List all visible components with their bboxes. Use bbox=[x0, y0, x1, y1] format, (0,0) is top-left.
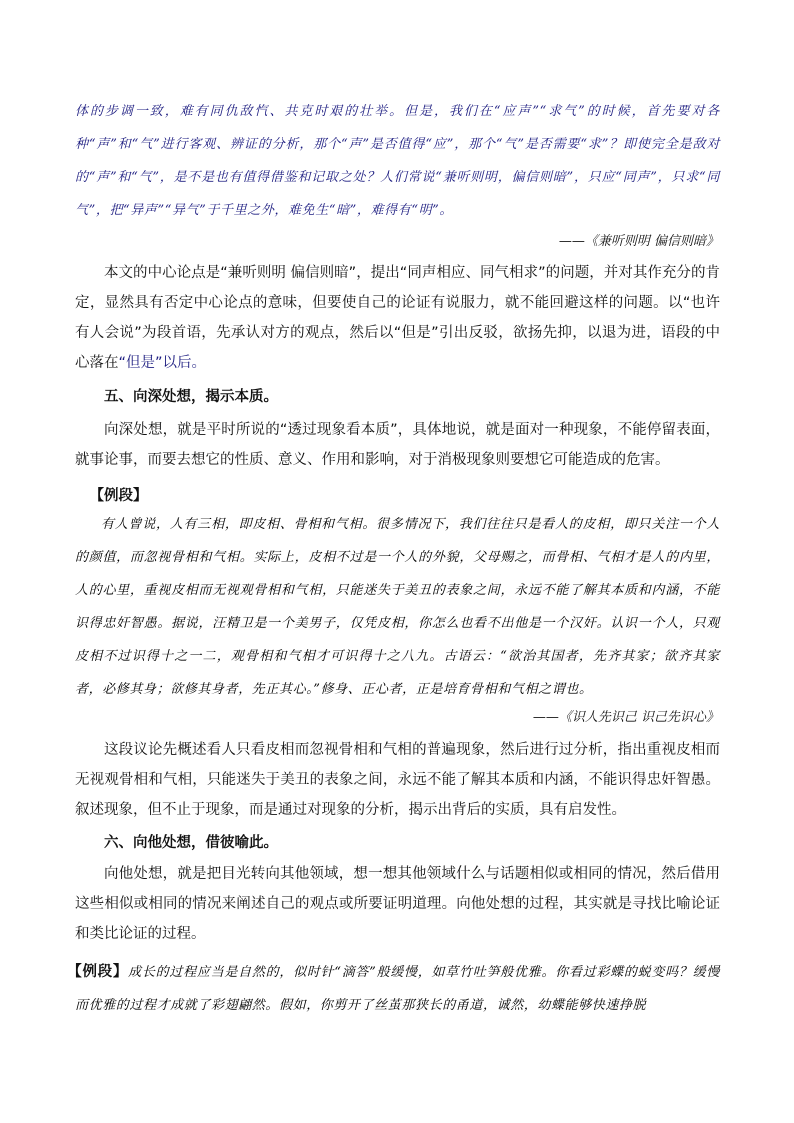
example-text-2: 成长的过程应当是自然的，似时针“滴答”般缓慢，如草竹吐笋般优雅。你看过彩蝶的蜕变吗？缓慢而优雅的过程才成就了彩翅翩然。假如，你剪开了丝茧那狭长的甬道，诚然，幼蝶能够快速挣脱 bbox=[75, 965, 720, 1013]
passage-source: ——《兼听则明 偏信则暗》 bbox=[558, 234, 719, 249]
example-label-2: 【例段】 bbox=[67, 964, 129, 980]
section-5-body: 向深处想，就是平时所说的“透过现象看本质”，具体地说，就是面对一种现象，不能停留表面，就事论事，而要去想它的性质、意义、作用和影响，对于消极现象则要想它可能造成的危害。 bbox=[75, 422, 720, 468]
analysis-paragraph bbox=[75, 258, 720, 378]
example-paragraph-2 bbox=[67, 956, 720, 1022]
section-heading-5: 五、向深处想，揭示本质。 bbox=[104, 389, 278, 405]
section-heading-6: 六、向他处想，借彼喻此。 bbox=[104, 835, 278, 851]
section-6-body: 向他处想，就是把目光转向其他领域，想一想其他领域什么与话题相似或相同的情况，然后借用这些相似或相同的情况来阐述自己的观点或所要证明道理。向他处想的过程，其实就是寻找比喻论证和类比论证的过程。 bbox=[75, 866, 720, 942]
analysis-text-tail: “但是”以后。 bbox=[118, 355, 207, 371]
example-source: ——《识人先识己 识己先识心》 bbox=[532, 710, 719, 725]
analysis-text: 本文的中心论点是“兼听则明 偏信则暗”，提出“同声相应、同气相求”的问题，并对其作充分的肯定，显然具有否定中心论点的意味，但要使自己的论证有说服力，就不能回避这样的问题。以“也许有人会说”为段首语，先承认对方的观点，然后以“但是”引出反驳，欲扬先抑，以退为进，语段的中心落在 bbox=[75, 265, 720, 371]
example-label: 【例段】 bbox=[89, 488, 148, 504]
example-paragraph: 有人曾说，人有三相，即皮相、骨相和气相。很多情况下，我们往往只是看人的皮相，即只关注一个人的颜值，而忽视骨相和气相。实际上，皮相不过是一个人的外貌，父母赐之，而骨相、气相才是人的内里，人的心里，重视皮相而无视观骨相和气相，只能迷失于美丑的表象之间，永远不能了解其本质和内涵，不能识得忠奸智愚。据说，汪精卫是一个美男子，仅凭皮相，你怎么也看不出他是一个汉奸。认识一个人，只观皮相不过识得十之一二，观骨相和气相才可识得十之八九。古语云：“欲治其国者，先齐其家；欲齐其家者，必修其身；欲修其身者，先正其心。”修身、正心者，正是培育骨相和气相之谓也。 bbox=[75, 517, 720, 697]
section-5-analysis: 这段议论先概述看人只看皮相而忽视骨相和气相的普遍现象，然后进行过分析，指出重视皮相而无视观骨相和气相，只能迷失于美丑的表象之间，永远不能了解其本质和内涵，不能识得忠奸智愚。叙述现象，但不止于现象，而是通过对现象的分析，揭示出背后的实质，具有启发性。 bbox=[75, 742, 720, 818]
example-passage-continued: 体的步调一致，难有同仇敌忾、共克时艰的壮举。但是，我们在“应声”“求气”的时候，首先要对各种“声”和“气”进行客观、辨证的分析，那个“声”是否值得“应”，那个“气”是否需要“求”？即使完全是敌对的“声”和“气”，是不是也有值得借鉴和记取之处？人们常说“兼听则明，偏信则暗”，只应“同声”，只求“同气”，把“异声”“异气”于千里之外，难免生“暗”，难得有“明”。 bbox=[75, 104, 720, 218]
